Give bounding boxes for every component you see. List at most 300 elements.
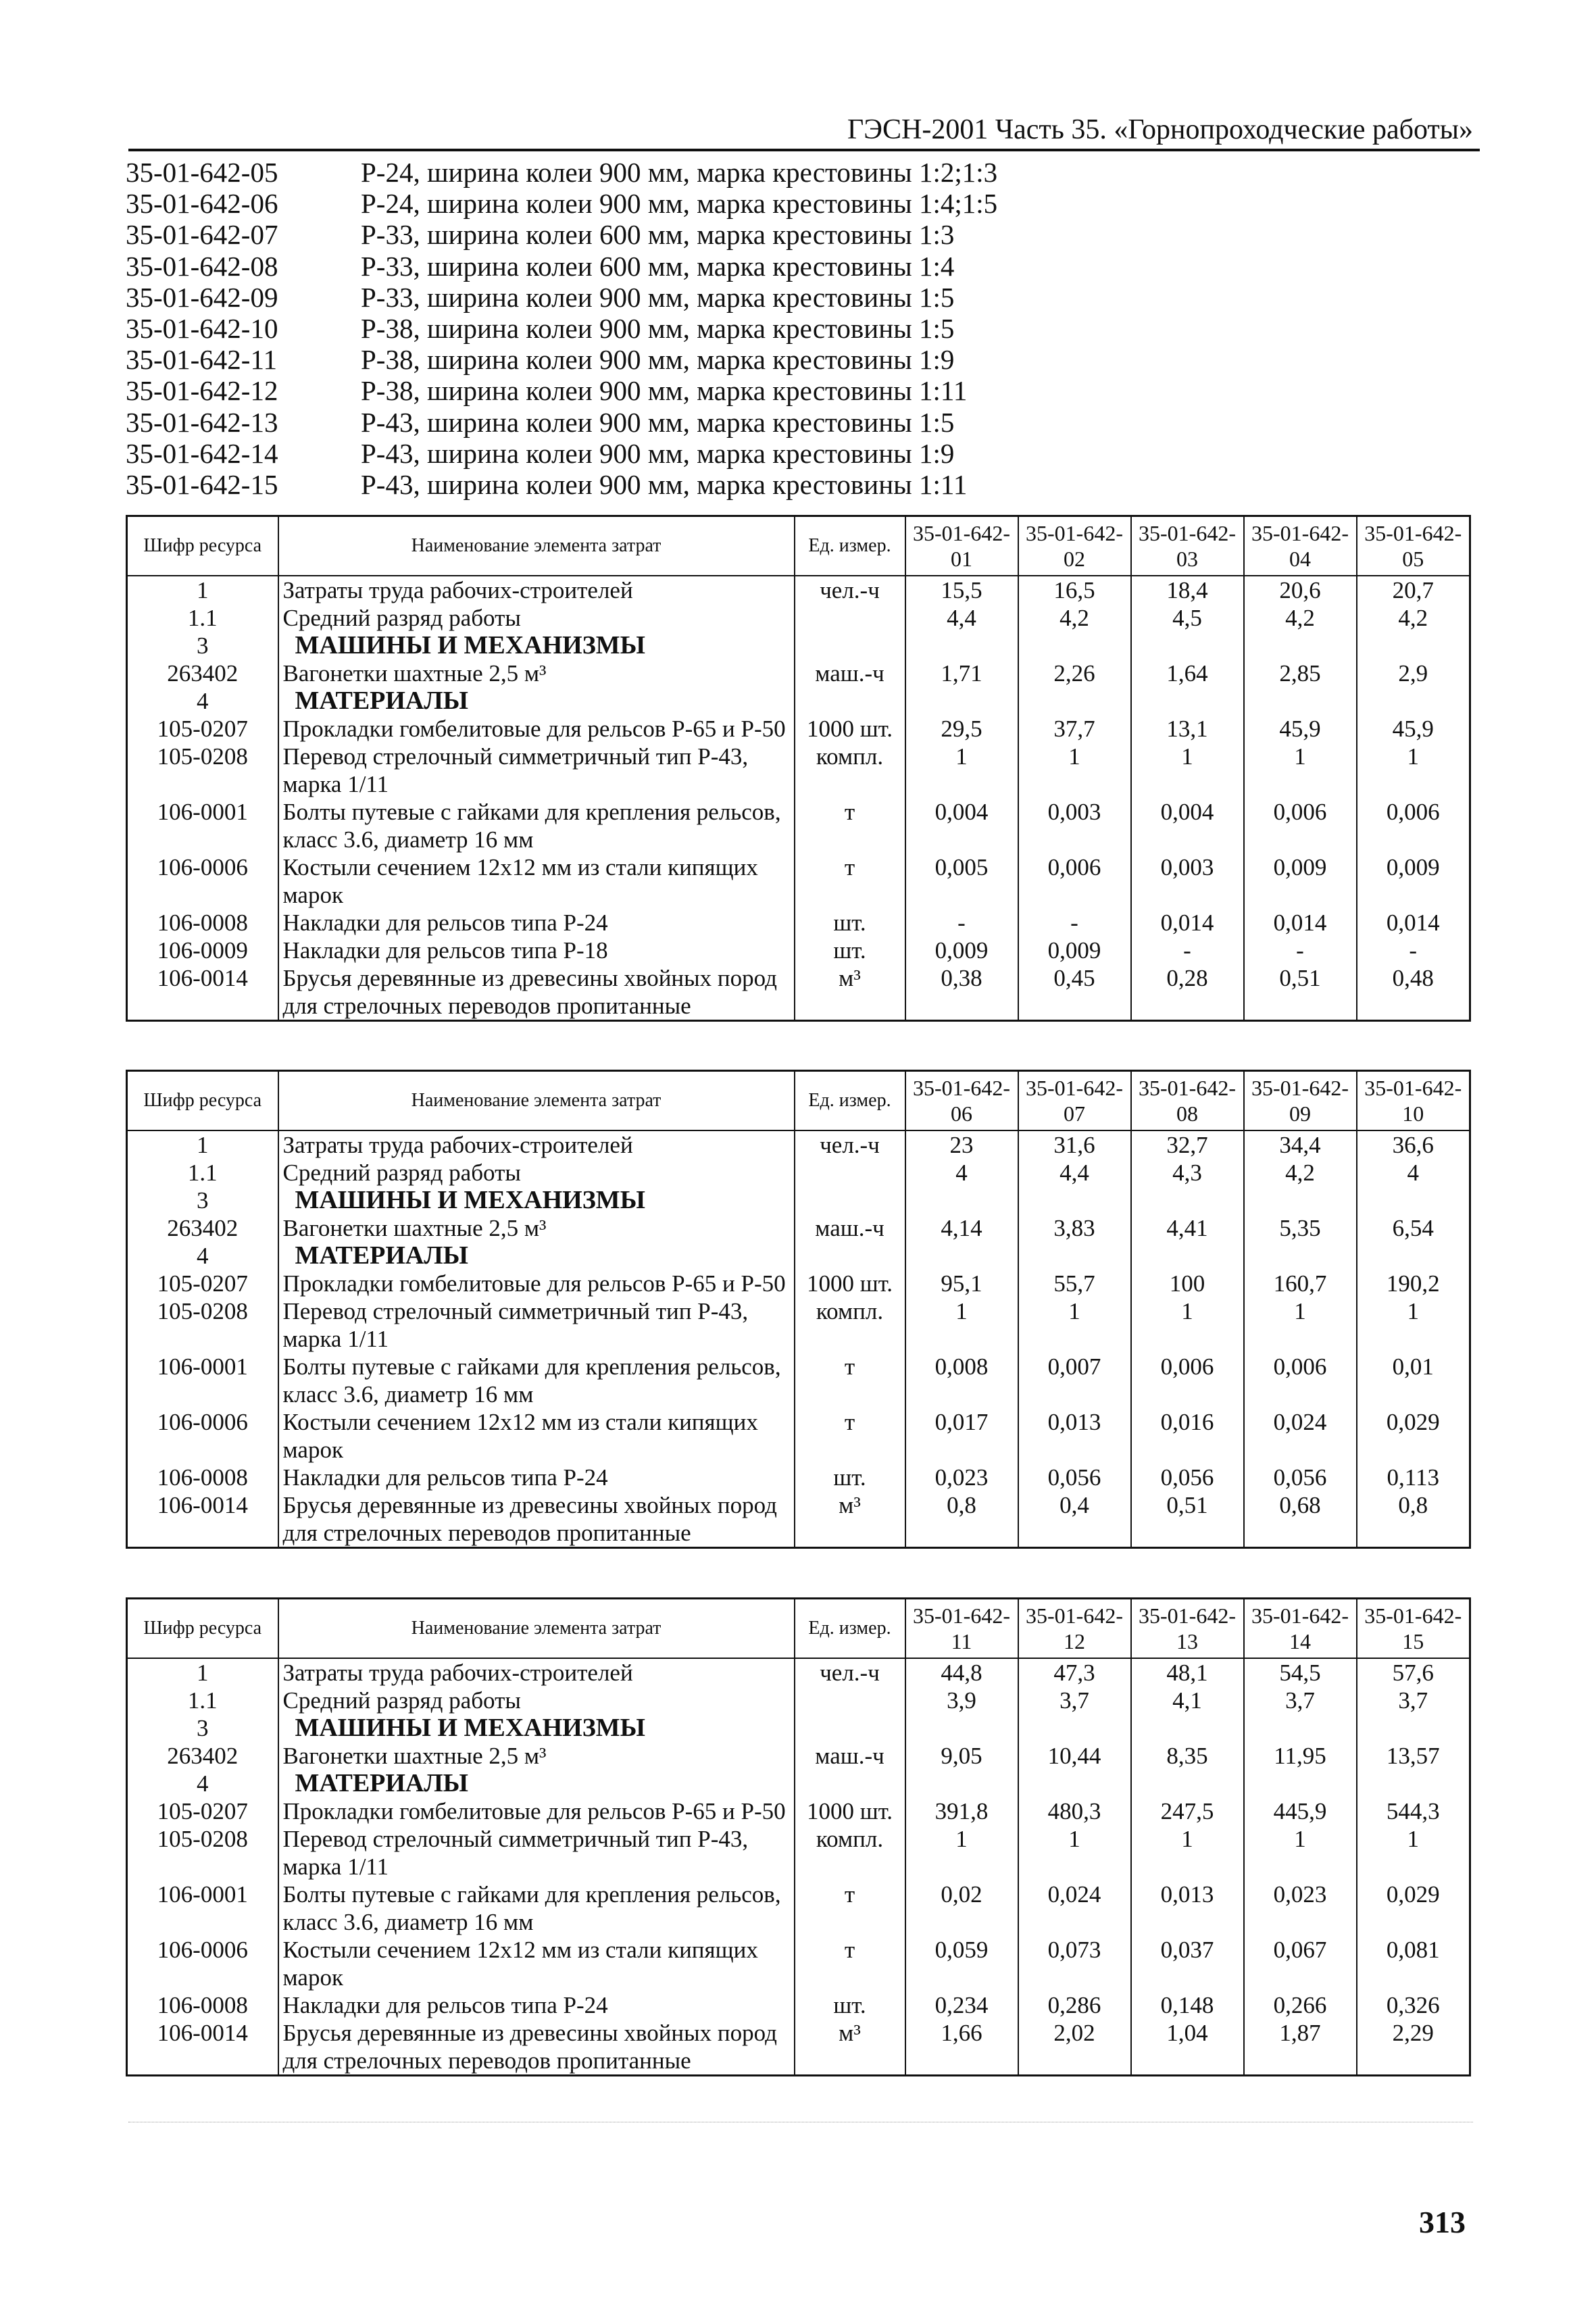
norm-code: 35-01-642-08 bbox=[126, 250, 278, 282]
code-list bbox=[126, 157, 1410, 500]
norm-value: 0,006 bbox=[1357, 798, 1470, 853]
resource-code: 105-0207 bbox=[127, 1270, 278, 1297]
resource-unit: маш.-ч bbox=[795, 1742, 905, 1770]
norm-value: 0,004 bbox=[1131, 798, 1244, 853]
resource-name: Вагонетки шахтные 2,5 м³ bbox=[278, 1742, 795, 1770]
norm-value: 0,68 bbox=[1244, 1491, 1357, 1548]
norm-value: 20,7 bbox=[1357, 576, 1470, 604]
norm-value bbox=[905, 1770, 1018, 1797]
table-row bbox=[127, 853, 1470, 909]
table-row bbox=[127, 1464, 1470, 1491]
table-row bbox=[127, 1991, 1470, 2019]
resource-unit bbox=[795, 1242, 905, 1270]
header-norm-column: 35-01-642-12 bbox=[1018, 1599, 1131, 1659]
norm-value: 2,26 bbox=[1018, 659, 1131, 687]
table-row bbox=[127, 604, 1470, 632]
resource-name: Средний разряд работы bbox=[278, 1687, 795, 1714]
norm-value: 4,5 bbox=[1131, 604, 1244, 632]
norm-value: 1,66 bbox=[905, 2019, 1018, 2076]
resource-unit: компл. bbox=[795, 743, 905, 798]
resource-name: Перевод стрелочный симметричный тип Р-43, марка 1/11 bbox=[278, 743, 795, 798]
resource-code: 263402 bbox=[127, 659, 278, 687]
norm-value: 54,5 bbox=[1244, 1658, 1357, 1687]
norm-value: 0,056 bbox=[1244, 1464, 1357, 1491]
section-title: МАШИНЫ И МЕХАНИЗМЫ bbox=[278, 632, 795, 659]
norm-value: 0,148 bbox=[1131, 1991, 1244, 2019]
header-norm-column: 35-01-642-10 bbox=[1357, 1071, 1470, 1131]
norm-value: 3,7 bbox=[1244, 1687, 1357, 1714]
norm-value bbox=[1018, 687, 1131, 715]
norm-value: - bbox=[1018, 909, 1131, 937]
norm-value: 4,2 bbox=[1018, 604, 1131, 632]
norm-value: 4,2 bbox=[1244, 1159, 1357, 1187]
resource-unit: 1000 шт. bbox=[795, 1270, 905, 1297]
resource-name: Перевод стрелочный симметричный тип Р-43, марка 1/11 bbox=[278, 1297, 795, 1353]
norm-value: 0,081 bbox=[1357, 1936, 1470, 1991]
section-row bbox=[127, 1242, 1470, 1270]
resource-code: 105-0208 bbox=[127, 743, 278, 798]
table-header-row bbox=[127, 1071, 1470, 1131]
norm-value: 1 bbox=[1244, 1825, 1357, 1881]
resource-code: 105-0207 bbox=[127, 1797, 278, 1825]
norm-value: 3,7 bbox=[1018, 1687, 1131, 1714]
norm-value: 95,1 bbox=[905, 1270, 1018, 1297]
norm-value: 1,04 bbox=[1131, 2019, 1244, 2076]
table-row bbox=[127, 1214, 1470, 1242]
resource-unit: маш.-ч bbox=[795, 659, 905, 687]
norm-description: Р-43, ширина колеи 900 мм, марка крестовины 1:9 bbox=[361, 437, 955, 469]
resource-unit: т bbox=[795, 1353, 905, 1408]
norm-value: 34,4 bbox=[1244, 1130, 1357, 1159]
table-row bbox=[127, 909, 1470, 937]
norm-value: 1 bbox=[1357, 743, 1470, 798]
resource-unit: шт. bbox=[795, 909, 905, 937]
norm-value: 0,004 bbox=[905, 798, 1018, 853]
norm-value: 36,6 bbox=[1357, 1130, 1470, 1159]
norm-value: 0,01 bbox=[1357, 1353, 1470, 1408]
norm-value bbox=[1244, 1714, 1357, 1742]
norm-value bbox=[1244, 1770, 1357, 1797]
resource-unit: чел.-ч bbox=[795, 1658, 905, 1687]
section-title: МАТЕРИАЛЫ bbox=[278, 1242, 795, 1270]
section-row bbox=[127, 632, 1470, 659]
norm-value: 0,266 bbox=[1244, 1991, 1357, 2019]
resource-code: 263402 bbox=[127, 1214, 278, 1242]
resource-code: 105-0207 bbox=[127, 715, 278, 743]
norm-value bbox=[1357, 632, 1470, 659]
code-list-item bbox=[126, 219, 1410, 250]
norm-value: 1 bbox=[1131, 1825, 1244, 1881]
norm-description: Р-33, ширина колеи 600 мм, марка крестовины 1:4 bbox=[361, 250, 955, 282]
resource-code: 106-0006 bbox=[127, 1408, 278, 1464]
norms-table-1 bbox=[126, 515, 1471, 1022]
resource-code: 106-0001 bbox=[127, 1881, 278, 1936]
resource-name: Средний разряд работы bbox=[278, 1159, 795, 1187]
norm-value: 247,5 bbox=[1131, 1797, 1244, 1825]
norm-value: 0,024 bbox=[1244, 1408, 1357, 1464]
norm-value bbox=[1357, 1242, 1470, 1270]
norm-value: 0,234 bbox=[905, 1991, 1018, 2019]
table-row bbox=[127, 1881, 1470, 1936]
norm-value: 5,35 bbox=[1244, 1214, 1357, 1242]
resource-name: Накладки для рельсов типа Р-18 bbox=[278, 937, 795, 964]
header-code: Шифр ресурса bbox=[127, 1599, 278, 1659]
norm-value: 4,2 bbox=[1244, 604, 1357, 632]
norm-value: 0,006 bbox=[1131, 1353, 1244, 1408]
resource-name: Накладки для рельсов типа Р-24 bbox=[278, 909, 795, 937]
norm-description: Р-38, ширина колеи 900 мм, марка крестовины 1:11 bbox=[361, 375, 968, 407]
norm-value: 1 bbox=[1244, 1297, 1357, 1353]
norm-value: 1 bbox=[1018, 743, 1131, 798]
header-norm-column: 35-01-642-03 bbox=[1131, 516, 1244, 576]
section-row bbox=[127, 687, 1470, 715]
norm-value: 0,017 bbox=[905, 1408, 1018, 1464]
resource-unit bbox=[795, 1687, 905, 1714]
norm-value: 4,1 bbox=[1131, 1687, 1244, 1714]
norm-code: 35-01-642-09 bbox=[126, 281, 278, 313]
norm-value bbox=[1357, 1187, 1470, 1214]
resource-name: Перевод стрелочный симметричный тип Р-43, марка 1/11 bbox=[278, 1825, 795, 1881]
norm-description: Р-33, ширина колеи 600 мм, марка крестовины 1:3 bbox=[361, 219, 955, 251]
table-row bbox=[127, 1130, 1470, 1159]
resource-name: Костыли сечением 12х12 мм из стали кипящих марок bbox=[278, 1408, 795, 1464]
resource-unit: шт. bbox=[795, 1464, 905, 1491]
norm-value: 0,037 bbox=[1131, 1936, 1244, 1991]
norm-value bbox=[1018, 1770, 1131, 1797]
norm-value: 48,1 bbox=[1131, 1658, 1244, 1687]
resource-code: 106-0014 bbox=[127, 2019, 278, 2076]
norm-code: 35-01-642-10 bbox=[126, 312, 278, 344]
section-title: МАТЕРИАЛЫ bbox=[278, 687, 795, 715]
norm-value: 0,056 bbox=[1131, 1464, 1244, 1491]
resource-code: 3 bbox=[127, 632, 278, 659]
norm-value: 2,85 bbox=[1244, 659, 1357, 687]
section-title: МАТЕРИАЛЫ bbox=[278, 1770, 795, 1797]
norm-code: 35-01-642-06 bbox=[126, 188, 278, 220]
norm-value: 0,009 bbox=[1357, 853, 1470, 909]
resource-code: 106-0014 bbox=[127, 1491, 278, 1548]
section-title: МАШИНЫ И МЕХАНИЗМЫ bbox=[278, 1187, 795, 1214]
section-row bbox=[127, 1187, 1470, 1214]
norm-description: Р-43, ширина колеи 900 мм, марка крестовины 1:11 bbox=[361, 468, 968, 500]
table-row bbox=[127, 1658, 1470, 1687]
resource-unit: 1000 шт. bbox=[795, 715, 905, 743]
table-row bbox=[127, 1159, 1470, 1187]
norm-value: 391,8 bbox=[905, 1797, 1018, 1825]
table-row bbox=[127, 1797, 1470, 1825]
section-title: МАШИНЫ И МЕХАНИЗМЫ bbox=[278, 1714, 795, 1742]
resource-unit: м³ bbox=[795, 964, 905, 1021]
norm-code: 35-01-642-13 bbox=[126, 406, 278, 438]
norm-value: - bbox=[905, 909, 1018, 937]
resource-unit: т bbox=[795, 853, 905, 909]
norm-code: 35-01-642-05 bbox=[126, 157, 278, 188]
header-unit: Ед. измер. bbox=[795, 1071, 905, 1131]
resource-code: 106-0001 bbox=[127, 1353, 278, 1408]
norm-value: 0,005 bbox=[905, 853, 1018, 909]
norm-value: 0,073 bbox=[1018, 1936, 1131, 1991]
resource-code: 1 bbox=[127, 1658, 278, 1687]
norm-value: 0,28 bbox=[1131, 964, 1244, 1021]
header-norm-column: 35-01-642-06 bbox=[905, 1071, 1018, 1131]
norm-value: 0,45 bbox=[1018, 964, 1131, 1021]
norm-value: 0,023 bbox=[905, 1464, 1018, 1491]
header-unit: Ед. измер. bbox=[795, 516, 905, 576]
norm-value bbox=[1244, 632, 1357, 659]
resource-name: Накладки для рельсов типа Р-24 bbox=[278, 1464, 795, 1491]
resource-unit: т bbox=[795, 1408, 905, 1464]
code-list-item bbox=[126, 344, 1410, 375]
norm-value: 1 bbox=[1357, 1297, 1470, 1353]
resource-name: Брусья деревянные из древесины хвойных пород для стрелочных переводов пропитанные bbox=[278, 964, 795, 1021]
resource-unit bbox=[795, 1714, 905, 1742]
norm-value: 0,003 bbox=[1131, 853, 1244, 909]
resource-unit bbox=[795, 604, 905, 632]
resource-code: 106-0001 bbox=[127, 798, 278, 853]
norm-value: 190,2 bbox=[1357, 1270, 1470, 1297]
norms-table-2 bbox=[126, 1070, 1471, 1549]
norm-value: 0,009 bbox=[1244, 853, 1357, 909]
resource-code: 1.1 bbox=[127, 1159, 278, 1187]
norm-code: 35-01-642-15 bbox=[126, 468, 278, 500]
norm-description: Р-43, ширина колеи 900 мм, марка крестовины 1:5 bbox=[361, 406, 955, 438]
resource-unit: м³ bbox=[795, 2019, 905, 2076]
resource-name: Болты путевые с гайками для крепления рельсов, класс 3.6, диаметр 16 мм bbox=[278, 1353, 795, 1408]
norm-value: 0,113 bbox=[1357, 1464, 1470, 1491]
norm-value: 0,38 bbox=[905, 964, 1018, 1021]
norm-value: 544,3 bbox=[1357, 1797, 1470, 1825]
header-divider bbox=[128, 149, 1480, 151]
norm-value: 1 bbox=[1357, 1825, 1470, 1881]
resource-name: Средний разряд работы bbox=[278, 604, 795, 632]
norm-value: 0,48 bbox=[1357, 964, 1470, 1021]
norm-value bbox=[1244, 1187, 1357, 1214]
code-list-item bbox=[126, 282, 1410, 313]
code-list-item bbox=[126, 157, 1410, 188]
header-norm-column: 35-01-642-11 bbox=[905, 1599, 1018, 1659]
page-header: ГЭСН-2001 Часть 35. «Горнопроходческие работы» bbox=[847, 114, 1473, 145]
resource-code: 263402 bbox=[127, 1742, 278, 1770]
header-norm-column: 35-01-642-04 bbox=[1244, 516, 1357, 576]
table-row bbox=[127, 659, 1470, 687]
code-list-item bbox=[126, 251, 1410, 282]
table-row bbox=[127, 798, 1470, 853]
norm-value: 0,4 bbox=[1018, 1491, 1131, 1548]
resource-unit: шт. bbox=[795, 937, 905, 964]
resource-name: Затраты труда рабочих-строителей bbox=[278, 1130, 795, 1159]
norm-value: 4,3 bbox=[1131, 1159, 1244, 1187]
resource-code: 4 bbox=[127, 1770, 278, 1797]
norm-value: 0,009 bbox=[905, 937, 1018, 964]
norm-value bbox=[1357, 1770, 1470, 1797]
table-row bbox=[127, 1825, 1470, 1881]
resource-code: 106-0014 bbox=[127, 964, 278, 1021]
norm-value: 4 bbox=[1357, 1159, 1470, 1187]
norm-value: 3,9 bbox=[905, 1687, 1018, 1714]
resource-code: 3 bbox=[127, 1714, 278, 1742]
resource-unit: компл. bbox=[795, 1297, 905, 1353]
norm-value: 6,54 bbox=[1357, 1214, 1470, 1242]
norm-value: 0,029 bbox=[1357, 1881, 1470, 1936]
norm-description: Р-38, ширина колеи 900 мм, марка крестовины 1:9 bbox=[361, 344, 955, 376]
resource-unit: компл. bbox=[795, 1825, 905, 1881]
resource-unit: т bbox=[795, 798, 905, 853]
resource-code: 106-0006 bbox=[127, 1936, 278, 1991]
resource-name: Костыли сечением 12х12 мм из стали кипящих марок bbox=[278, 1936, 795, 1991]
table-row bbox=[127, 1353, 1470, 1408]
table-row bbox=[127, 2019, 1470, 2076]
table-row bbox=[127, 1297, 1470, 1353]
header-norm-column: 35-01-642-14 bbox=[1244, 1599, 1357, 1659]
resource-code: 1 bbox=[127, 1130, 278, 1159]
norm-value bbox=[1244, 1242, 1357, 1270]
norm-value bbox=[1018, 632, 1131, 659]
norm-code: 35-01-642-12 bbox=[126, 375, 278, 407]
norm-value: - bbox=[1131, 937, 1244, 964]
resource-name: Вагонетки шахтные 2,5 м³ bbox=[278, 1214, 795, 1242]
resource-unit bbox=[795, 1770, 905, 1797]
norm-value: 2,9 bbox=[1357, 659, 1470, 687]
norm-value: 1 bbox=[1131, 743, 1244, 798]
norm-value: 3,7 bbox=[1357, 1687, 1470, 1714]
norm-value: 0,008 bbox=[905, 1353, 1018, 1408]
norm-value bbox=[905, 687, 1018, 715]
norm-code: 35-01-642-07 bbox=[126, 219, 278, 251]
norm-value: 0,02 bbox=[905, 1881, 1018, 1936]
resource-name: Прокладки гомбелитовые для рельсов Р-65 и Р-50 bbox=[278, 1270, 795, 1297]
resource-code: 3 bbox=[127, 1187, 278, 1214]
table-row bbox=[127, 1408, 1470, 1464]
norm-value: 1 bbox=[1018, 1825, 1131, 1881]
header-norm-column: 35-01-642-07 bbox=[1018, 1071, 1131, 1131]
resource-code: 106-0009 bbox=[127, 937, 278, 964]
resource-name: Костыли сечением 12х12 мм из стали кипящих марок bbox=[278, 853, 795, 909]
resource-code: 106-0008 bbox=[127, 1991, 278, 2019]
code-list-item bbox=[126, 438, 1410, 469]
norm-value: 10,44 bbox=[1018, 1742, 1131, 1770]
norm-value: 1 bbox=[905, 1297, 1018, 1353]
resource-code: 106-0006 bbox=[127, 853, 278, 909]
norm-value: 0,326 bbox=[1357, 1991, 1470, 2019]
code-list-item bbox=[126, 407, 1410, 438]
norm-value: 9,05 bbox=[905, 1742, 1018, 1770]
resource-unit: т bbox=[795, 1881, 905, 1936]
header-norm-column: 35-01-642-02 bbox=[1018, 516, 1131, 576]
norm-value: 160,7 bbox=[1244, 1270, 1357, 1297]
resource-unit: м³ bbox=[795, 1491, 905, 1548]
norm-value: 1,87 bbox=[1244, 2019, 1357, 2076]
norm-value bbox=[1357, 687, 1470, 715]
resource-code: 1 bbox=[127, 576, 278, 604]
table-row bbox=[127, 1687, 1470, 1714]
norm-value: 0,006 bbox=[1244, 1353, 1357, 1408]
header-norm-column: 35-01-642-15 bbox=[1357, 1599, 1470, 1659]
norm-value: 0,024 bbox=[1018, 1881, 1131, 1936]
norm-value: 18,4 bbox=[1131, 576, 1244, 604]
table-row bbox=[127, 1936, 1470, 1991]
resource-unit: чел.-ч bbox=[795, 576, 905, 604]
norm-value: 0,007 bbox=[1018, 1353, 1131, 1408]
norm-value: 4,41 bbox=[1131, 1214, 1244, 1242]
norm-value: 45,9 bbox=[1357, 715, 1470, 743]
norm-value: - bbox=[1244, 937, 1357, 964]
norm-value: 1 bbox=[905, 1825, 1018, 1881]
norm-value bbox=[1131, 1770, 1244, 1797]
norm-value: 45,9 bbox=[1244, 715, 1357, 743]
norm-value: 37,7 bbox=[1018, 715, 1131, 743]
code-list-item bbox=[126, 313, 1410, 344]
resource-name: Затраты труда рабочих-строителей bbox=[278, 1658, 795, 1687]
header-name: Наименование элемента затрат bbox=[278, 516, 795, 576]
norm-description: Р-38, ширина колеи 900 мм, марка крестовины 1:5 bbox=[361, 312, 955, 344]
table-row bbox=[127, 937, 1470, 964]
header-norm-column: 35-01-642-09 bbox=[1244, 1071, 1357, 1131]
norm-value: 4,2 bbox=[1357, 604, 1470, 632]
norm-value: 0,023 bbox=[1244, 1881, 1357, 1936]
table-row bbox=[127, 576, 1470, 604]
code-list-item bbox=[126, 375, 1410, 406]
resource-unit bbox=[795, 1187, 905, 1214]
resource-name: Накладки для рельсов типа Р-24 bbox=[278, 1991, 795, 2019]
resource-name: Брусья деревянные из древесины хвойных пород для стрелочных переводов пропитанные bbox=[278, 2019, 795, 2076]
resource-name: Прокладки гомбелитовые для рельсов Р-65 и Р-50 bbox=[278, 715, 795, 743]
header-norm-column: 35-01-642-08 bbox=[1131, 1071, 1244, 1131]
norm-value: 0,51 bbox=[1131, 1491, 1244, 1548]
header-unit: Ед. измер. bbox=[795, 1599, 905, 1659]
norm-value: 3,83 bbox=[1018, 1214, 1131, 1242]
norms-table-3 bbox=[126, 1597, 1471, 2076]
resource-name: Затраты труда рабочих-строителей bbox=[278, 576, 795, 604]
norm-value: 0,006 bbox=[1244, 798, 1357, 853]
header-norm-column: 35-01-642-13 bbox=[1131, 1599, 1244, 1659]
norm-value: 0,8 bbox=[905, 1491, 1018, 1548]
norm-value: 13,57 bbox=[1357, 1742, 1470, 1770]
norm-value: 55,7 bbox=[1018, 1270, 1131, 1297]
norm-value: 1,64 bbox=[1131, 659, 1244, 687]
page-number: 313 bbox=[1419, 2205, 1466, 2239]
section-row bbox=[127, 1714, 1470, 1742]
resource-code: 4 bbox=[127, 687, 278, 715]
norm-value bbox=[1131, 687, 1244, 715]
norm-value: 16,5 bbox=[1018, 576, 1131, 604]
section-row bbox=[127, 1770, 1470, 1797]
norm-value: 1,71 bbox=[905, 659, 1018, 687]
norm-value: 20,6 bbox=[1244, 576, 1357, 604]
norm-value: 100 bbox=[1131, 1270, 1244, 1297]
norm-value: 0,056 bbox=[1018, 1464, 1131, 1491]
resource-name: Прокладки гомбелитовые для рельсов Р-65 и Р-50 bbox=[278, 1797, 795, 1825]
header-code: Шифр ресурса bbox=[127, 516, 278, 576]
resource-unit: чел.-ч bbox=[795, 1130, 905, 1159]
resource-code: 106-0008 bbox=[127, 1464, 278, 1491]
norm-value: 13,1 bbox=[1131, 715, 1244, 743]
resource-unit bbox=[795, 1159, 905, 1187]
norm-value: 44,8 bbox=[905, 1658, 1018, 1687]
norm-value: 480,3 bbox=[1018, 1797, 1131, 1825]
header-code: Шифр ресурса bbox=[127, 1071, 278, 1131]
norm-value: 0,014 bbox=[1357, 909, 1470, 937]
norm-value: 1 bbox=[1131, 1297, 1244, 1353]
norm-value: 0,016 bbox=[1131, 1408, 1244, 1464]
norm-value bbox=[905, 1242, 1018, 1270]
code-list-item bbox=[126, 469, 1410, 500]
norm-value: 0,013 bbox=[1131, 1881, 1244, 1936]
norm-description: Р-24, ширина колеи 900 мм, марка крестовины 1:2;1:3 bbox=[361, 157, 998, 188]
norm-value: 0,067 bbox=[1244, 1936, 1357, 1991]
norm-value: 31,6 bbox=[1018, 1130, 1131, 1159]
norm-value bbox=[1357, 1714, 1470, 1742]
norm-value: 32,7 bbox=[1131, 1130, 1244, 1159]
